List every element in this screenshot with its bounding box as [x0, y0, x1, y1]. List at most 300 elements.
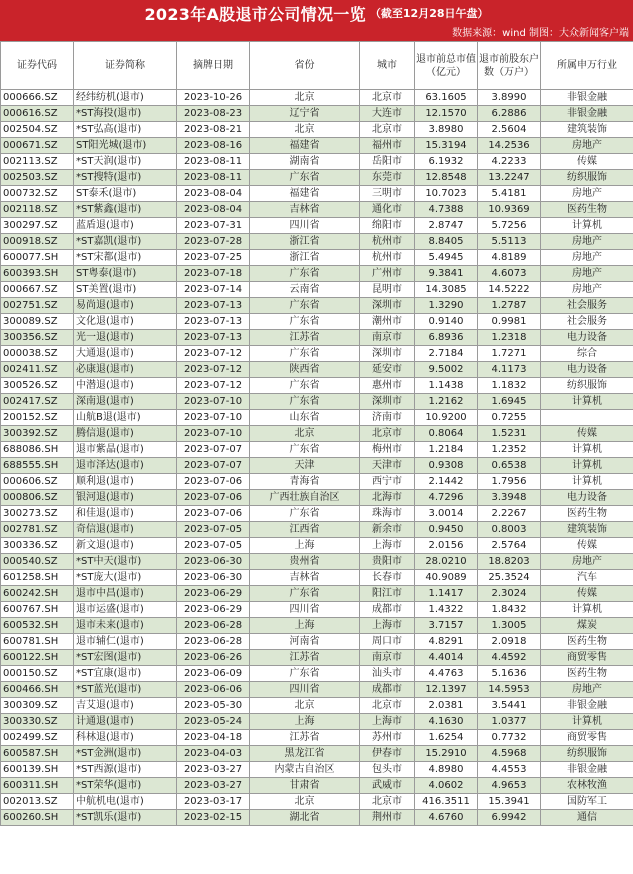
cell-city: 梅州市: [360, 442, 415, 458]
table-row: [1, 298, 633, 314]
cell-market-cap: 2.8747: [415, 218, 478, 234]
table-row: [1, 90, 633, 106]
table-row: [1, 282, 633, 298]
cell-industry: 纺织服饰: [541, 170, 633, 186]
cell-city: 上海市: [360, 714, 415, 730]
cell-province: 山东省: [250, 410, 360, 426]
cell-stock-name: 光一退(退市): [74, 330, 177, 346]
table-row: [1, 394, 633, 410]
cell-stock-code: 600122.SH: [1, 650, 74, 666]
table-row: [1, 698, 633, 714]
cell-shareholders: 4.6073: [478, 266, 541, 282]
cell-stock-code: 600077.SH: [1, 250, 74, 266]
table-row: [1, 266, 633, 282]
cell-market-cap: 4.4014: [415, 650, 478, 666]
cell-province: 广东省: [250, 266, 360, 282]
cell-province: 云南省: [250, 282, 360, 298]
cell-market-cap: 416.3511: [415, 794, 478, 810]
cell-province: 福建省: [250, 186, 360, 202]
table-row: [1, 138, 633, 154]
cell-city: 北京市: [360, 698, 415, 714]
cell-stock-name: 必康退(退市): [74, 362, 177, 378]
cell-delisting-date: 2023-07-13: [177, 314, 250, 330]
cell-stock-code: 002411.SZ: [1, 362, 74, 378]
cell-province: 北京: [250, 794, 360, 810]
header-province: 省份: [250, 42, 360, 90]
cell-market-cap: 12.1570: [415, 106, 478, 122]
cell-city: 苏州市: [360, 730, 415, 746]
cell-delisting-date: 2023-08-11: [177, 154, 250, 170]
cell-delisting-date: 2023-06-26: [177, 650, 250, 666]
cell-delisting-date: 2023-07-06: [177, 474, 250, 490]
cell-delisting-date: 2023-07-10: [177, 410, 250, 426]
cell-province: 广东省: [250, 442, 360, 458]
cell-stock-name: *ST宏图(退市): [74, 650, 177, 666]
table-row: [1, 442, 633, 458]
cell-shareholders: 0.9981: [478, 314, 541, 330]
cell-industry: 国防军工: [541, 794, 633, 810]
cell-industry: 计算机: [541, 602, 633, 618]
cell-stock-code: 002504.SZ: [1, 122, 74, 138]
table-row: [1, 522, 633, 538]
cell-stock-name: 吉艾退(退市): [74, 698, 177, 714]
cell-stock-code: 000150.SZ: [1, 666, 74, 682]
cell-shareholders: 1.6945: [478, 394, 541, 410]
cell-market-cap: 0.9450: [415, 522, 478, 538]
cell-delisting-date: 2023-06-30: [177, 554, 250, 570]
cell-delisting-date: 2023-03-27: [177, 778, 250, 794]
cell-stock-code: 688086.SH: [1, 442, 74, 458]
table-row: [1, 554, 633, 570]
cell-delisting-date: 2023-07-07: [177, 442, 250, 458]
cell-city: 荆州市: [360, 810, 415, 826]
cell-delisting-date: 2023-07-25: [177, 250, 250, 266]
cell-city: 三明市: [360, 186, 415, 202]
cell-shareholders: 14.5222: [478, 282, 541, 298]
cell-shareholders: 3.8990: [478, 90, 541, 106]
cell-city: 上海市: [360, 538, 415, 554]
cell-industry: 电力设备: [541, 490, 633, 506]
cell-delisting-date: 2023-05-30: [177, 698, 250, 714]
cell-industry: 房地产: [541, 186, 633, 202]
cell-stock-code: 600393.SH: [1, 266, 74, 282]
cell-stock-code: 300336.SZ: [1, 538, 74, 554]
cell-city: 北京市: [360, 426, 415, 442]
cell-industry: 非银金融: [541, 90, 633, 106]
cell-shareholders: 2.5604: [478, 122, 541, 138]
cell-stock-name: 中航机电(退市): [74, 794, 177, 810]
cell-stock-code: 300356.SZ: [1, 330, 74, 346]
cell-city: 武威市: [360, 778, 415, 794]
cell-industry: 房地产: [541, 234, 633, 250]
header-industry: 所属申万行业: [541, 42, 633, 90]
table-row: [1, 810, 633, 826]
table-row: [1, 378, 633, 394]
cell-shareholders: 25.3524: [478, 570, 541, 586]
cell-stock-name: 退市辅仁(退市): [74, 634, 177, 650]
cell-shareholders: 1.8432: [478, 602, 541, 618]
cell-stock-code: 300309.SZ: [1, 698, 74, 714]
cell-market-cap: 9.3841: [415, 266, 478, 282]
cell-stock-name: 中潜退(退市): [74, 378, 177, 394]
cell-stock-code: 002118.SZ: [1, 202, 74, 218]
cell-stock-name: 和佳退(退市): [74, 506, 177, 522]
cell-shareholders: 4.4592: [478, 650, 541, 666]
cell-industry: 医药生物: [541, 202, 633, 218]
cell-city: 杭州市: [360, 250, 415, 266]
cell-city: 珠海市: [360, 506, 415, 522]
cell-stock-code: 000806.SZ: [1, 490, 74, 506]
cell-market-cap: 1.1417: [415, 586, 478, 602]
cell-stock-code: 002013.SZ: [1, 794, 74, 810]
table-row: [1, 346, 633, 362]
cell-city: 大连市: [360, 106, 415, 122]
cell-delisting-date: 2023-07-12: [177, 362, 250, 378]
cell-industry: 农林牧渔: [541, 778, 633, 794]
cell-city: 通化市: [360, 202, 415, 218]
cell-delisting-date: 2023-07-13: [177, 298, 250, 314]
title-bar: [0, 0, 633, 26]
cell-province: 广东省: [250, 346, 360, 362]
cell-market-cap: 0.8064: [415, 426, 478, 442]
cell-delisting-date: 2023-07-07: [177, 458, 250, 474]
table-row: [1, 234, 633, 250]
cell-city: 包头市: [360, 762, 415, 778]
cell-shareholders: 2.0918: [478, 634, 541, 650]
cell-shareholders: 14.2536: [478, 138, 541, 154]
cell-city: 深圳市: [360, 346, 415, 362]
cell-stock-name: 新文退(退市): [74, 538, 177, 554]
cell-delisting-date: 2023-08-04: [177, 186, 250, 202]
cell-market-cap: 4.0602: [415, 778, 478, 794]
cell-stock-name: 退市紫晶(退市): [74, 442, 177, 458]
cell-delisting-date: 2023-07-13: [177, 330, 250, 346]
cell-stock-code: 600139.SH: [1, 762, 74, 778]
table-row: [1, 218, 633, 234]
cell-market-cap: 1.4322: [415, 602, 478, 618]
cell-delisting-date: 2023-07-06: [177, 506, 250, 522]
cell-industry: 计算机: [541, 474, 633, 490]
cell-city: 福州市: [360, 138, 415, 154]
delisting-table: [0, 41, 633, 826]
cell-shareholders: 10.9369: [478, 202, 541, 218]
cell-stock-code: 600532.SH: [1, 618, 74, 634]
table-row: [1, 106, 633, 122]
cell-stock-name: 顺利退(退市): [74, 474, 177, 490]
cell-shareholders: 1.7271: [478, 346, 541, 362]
header-stock-name: 证券简称: [74, 42, 177, 90]
cell-province: 广东省: [250, 170, 360, 186]
cell-stock-code: 300392.SZ: [1, 426, 74, 442]
cell-shareholders: 4.8189: [478, 250, 541, 266]
cell-industry: 传媒: [541, 154, 633, 170]
header-city: 城市: [360, 42, 415, 90]
cell-province: 广东省: [250, 506, 360, 522]
cell-delisting-date: 2023-06-29: [177, 586, 250, 602]
cell-province: 江苏省: [250, 650, 360, 666]
cell-city: 绵阳市: [360, 218, 415, 234]
table-header-row: [1, 42, 633, 90]
cell-stock-name: 蓝盾退(退市): [74, 218, 177, 234]
cell-industry: 纺织服饰: [541, 378, 633, 394]
cell-shareholders: 1.7956: [478, 474, 541, 490]
cell-shareholders: 2.3024: [478, 586, 541, 602]
cell-market-cap: 10.9200: [415, 410, 478, 426]
cell-market-cap: 1.6254: [415, 730, 478, 746]
cell-delisting-date: 2023-07-05: [177, 522, 250, 538]
cell-stock-code: 300273.SZ: [1, 506, 74, 522]
cell-delisting-date: 2023-04-03: [177, 746, 250, 762]
cell-shareholders: 2.2267: [478, 506, 541, 522]
cell-stock-code: 000918.SZ: [1, 234, 74, 250]
cell-market-cap: 15.3194: [415, 138, 478, 154]
cell-delisting-date: 2023-08-04: [177, 202, 250, 218]
cell-province: 四川省: [250, 602, 360, 618]
cell-stock-name: 大通退(退市): [74, 346, 177, 362]
cell-stock-code: 002751.SZ: [1, 298, 74, 314]
table-row: [1, 794, 633, 810]
cell-province: 北京: [250, 698, 360, 714]
cell-stock-code: 000038.SZ: [1, 346, 74, 362]
cell-industry: 社会服务: [541, 314, 633, 330]
cell-industry: 传媒: [541, 426, 633, 442]
cell-shareholders: 13.2247: [478, 170, 541, 186]
cell-delisting-date: 2023-03-17: [177, 794, 250, 810]
cell-city: 新余市: [360, 522, 415, 538]
cell-stock-name: *ST中天(退市): [74, 554, 177, 570]
cell-stock-name: ST泰禾(退市): [74, 186, 177, 202]
cell-shareholders: 0.7255: [478, 410, 541, 426]
table-row: [1, 762, 633, 778]
cell-province: 江苏省: [250, 730, 360, 746]
cell-market-cap: 4.8980: [415, 762, 478, 778]
cell-industry: 商贸零售: [541, 730, 633, 746]
table-row: [1, 410, 633, 426]
cell-shareholders: 0.7732: [478, 730, 541, 746]
cell-shareholders: 3.3948: [478, 490, 541, 506]
cell-city: 潮州市: [360, 314, 415, 330]
cell-province: 甘肃省: [250, 778, 360, 794]
cell-city: 济南市: [360, 410, 415, 426]
cell-city: 北京市: [360, 90, 415, 106]
table-row: [1, 154, 633, 170]
cell-province: 浙江省: [250, 250, 360, 266]
table-row: [1, 730, 633, 746]
cell-shareholders: 4.9653: [478, 778, 541, 794]
cell-market-cap: 15.2910: [415, 746, 478, 762]
table-row: [1, 714, 633, 730]
cell-city: 北海市: [360, 490, 415, 506]
cell-market-cap: 28.0210: [415, 554, 478, 570]
cell-stock-name: *ST搜特(退市): [74, 170, 177, 186]
cell-stock-name: ST阳光城(退市): [74, 138, 177, 154]
cell-market-cap: 1.2162: [415, 394, 478, 410]
cell-stock-name: *ST西源(退市): [74, 762, 177, 778]
cell-market-cap: 12.1397: [415, 682, 478, 698]
cell-shareholders: 5.7256: [478, 218, 541, 234]
source-bar: [0, 26, 633, 41]
cell-city: 南京市: [360, 330, 415, 346]
cell-stock-name: 银河退(退市): [74, 490, 177, 506]
header-delisting-date: 摘牌日期: [177, 42, 250, 90]
cell-delisting-date: 2023-07-05: [177, 538, 250, 554]
cell-stock-name: *ST天润(退市): [74, 154, 177, 170]
cell-market-cap: 4.6760: [415, 810, 478, 826]
cell-industry: 计算机: [541, 394, 633, 410]
cell-shareholders: 14.5953: [478, 682, 541, 698]
cell-market-cap: 6.1932: [415, 154, 478, 170]
cell-province: 陕西省: [250, 362, 360, 378]
cell-stock-name: *ST海投(退市): [74, 106, 177, 122]
cell-industry: 房地产: [541, 266, 633, 282]
cell-city: 伊春市: [360, 746, 415, 762]
cell-province: 广东省: [250, 394, 360, 410]
cell-delisting-date: 2023-08-21: [177, 122, 250, 138]
cell-industry: 房地产: [541, 554, 633, 570]
table-row: [1, 490, 633, 506]
cell-delisting-date: 2023-07-31: [177, 218, 250, 234]
cell-province: 黑龙江省: [250, 746, 360, 762]
cell-province: 吉林省: [250, 570, 360, 586]
cell-city: 成都市: [360, 602, 415, 618]
cell-province: 河南省: [250, 634, 360, 650]
cell-city: 岳阳市: [360, 154, 415, 170]
cell-industry: 纺织服饰: [541, 746, 633, 762]
cell-delisting-date: 2023-07-10: [177, 426, 250, 442]
cell-shareholders: 0.6538: [478, 458, 541, 474]
cell-province: 青海省: [250, 474, 360, 490]
cell-stock-code: 000616.SZ: [1, 106, 74, 122]
table-row: [1, 602, 633, 618]
cell-stock-name: ST粤泰(退市): [74, 266, 177, 282]
table-row: [1, 170, 633, 186]
cell-stock-code: 600260.SH: [1, 810, 74, 826]
cell-shareholders: 1.5231: [478, 426, 541, 442]
table-row: [1, 314, 633, 330]
cell-market-cap: 4.7296: [415, 490, 478, 506]
cell-stock-name: 退市中昌(退市): [74, 586, 177, 602]
cell-stock-name: 科林退(退市): [74, 730, 177, 746]
cell-stock-name: 深南退(退市): [74, 394, 177, 410]
cell-delisting-date: 2023-07-12: [177, 346, 250, 362]
cell-industry: 电力设备: [541, 362, 633, 378]
cell-city: 上海市: [360, 618, 415, 634]
cell-delisting-date: 2023-02-15: [177, 810, 250, 826]
cell-industry: 医药生物: [541, 666, 633, 682]
cell-province: 湖南省: [250, 154, 360, 170]
cell-stock-code: 600767.SH: [1, 602, 74, 618]
cell-market-cap: 10.7023: [415, 186, 478, 202]
cell-industry: 计算机: [541, 442, 633, 458]
cell-market-cap: 1.1438: [415, 378, 478, 394]
cell-delisting-date: 2023-05-24: [177, 714, 250, 730]
cell-stock-name: 奇信退(退市): [74, 522, 177, 538]
cell-stock-code: 002781.SZ: [1, 522, 74, 538]
cell-stock-code: 600587.SH: [1, 746, 74, 762]
cell-delisting-date: 2023-07-12: [177, 378, 250, 394]
page-title: 2023年A股退市公司情况一览: [144, 4, 366, 24]
cell-industry: 电力设备: [541, 330, 633, 346]
cell-stock-name: 腾信退(退市): [74, 426, 177, 442]
cell-industry: 社会服务: [541, 298, 633, 314]
cell-city: 广州市: [360, 266, 415, 282]
source-credit: 数据来源：wind 制图：大众新闻客户端: [452, 28, 629, 39]
cell-stock-code: 002113.SZ: [1, 154, 74, 170]
cell-industry: 房地产: [541, 682, 633, 698]
cell-province: 贵州省: [250, 554, 360, 570]
cell-stock-code: 300297.SZ: [1, 218, 74, 234]
title-note: （截至12月28日午盘）: [369, 7, 489, 20]
cell-delisting-date: 2023-08-23: [177, 106, 250, 122]
cell-stock-code: 000667.SZ: [1, 282, 74, 298]
cell-shareholders: 1.0377: [478, 714, 541, 730]
cell-province: 北京: [250, 122, 360, 138]
table-row: [1, 362, 633, 378]
table-row: [1, 746, 633, 762]
cell-stock-name: 易尚退(退市): [74, 298, 177, 314]
cell-market-cap: 40.9089: [415, 570, 478, 586]
cell-industry: 商贸零售: [541, 650, 633, 666]
cell-industry: 传媒: [541, 586, 633, 602]
cell-market-cap: 0.9140: [415, 314, 478, 330]
cell-province: 广东省: [250, 586, 360, 602]
cell-city: 延安市: [360, 362, 415, 378]
cell-city: 惠州市: [360, 378, 415, 394]
cell-stock-code: 600466.SH: [1, 682, 74, 698]
cell-city: 深圳市: [360, 394, 415, 410]
cell-shareholders: 1.3005: [478, 618, 541, 634]
cell-delisting-date: 2023-06-28: [177, 618, 250, 634]
cell-stock-name: *ST凯乐(退市): [74, 810, 177, 826]
cell-stock-code: 688555.SH: [1, 458, 74, 474]
cell-shareholders: 5.5113: [478, 234, 541, 250]
cell-industry: 医药生物: [541, 506, 633, 522]
cell-stock-code: 601258.SH: [1, 570, 74, 586]
table-row: [1, 570, 633, 586]
cell-stock-name: *ST嘉凯(退市): [74, 234, 177, 250]
cell-shareholders: 2.5764: [478, 538, 541, 554]
cell-delisting-date: 2023-10-26: [177, 90, 250, 106]
table-row: [1, 634, 633, 650]
cell-market-cap: 3.7157: [415, 618, 478, 634]
cell-industry: 医药生物: [541, 634, 633, 650]
cell-province: 上海: [250, 538, 360, 554]
cell-market-cap: 4.4763: [415, 666, 478, 682]
cell-delisting-date: 2023-08-11: [177, 170, 250, 186]
cell-province: 上海: [250, 618, 360, 634]
cell-stock-name: *ST弘高(退市): [74, 122, 177, 138]
cell-city: 阳江市: [360, 586, 415, 602]
cell-delisting-date: 2023-07-18: [177, 266, 250, 282]
table-row: [1, 330, 633, 346]
cell-province: 辽宁省: [250, 106, 360, 122]
cell-shareholders: 6.2886: [478, 106, 541, 122]
cell-city: 汕头市: [360, 666, 415, 682]
cell-shareholders: 4.4553: [478, 762, 541, 778]
cell-delisting-date: 2023-07-14: [177, 282, 250, 298]
cell-city: 长春市: [360, 570, 415, 586]
cell-shareholders: 1.1832: [478, 378, 541, 394]
table-row: [1, 122, 633, 138]
cell-market-cap: 2.7184: [415, 346, 478, 362]
cell-shareholders: 3.5441: [478, 698, 541, 714]
cell-industry: 计算机: [541, 458, 633, 474]
cell-delisting-date: 2023-03-27: [177, 762, 250, 778]
cell-shareholders: 5.1636: [478, 666, 541, 682]
cell-delisting-date: 2023-06-30: [177, 570, 250, 586]
cell-province: 四川省: [250, 682, 360, 698]
cell-shareholders: 1.2352: [478, 442, 541, 458]
